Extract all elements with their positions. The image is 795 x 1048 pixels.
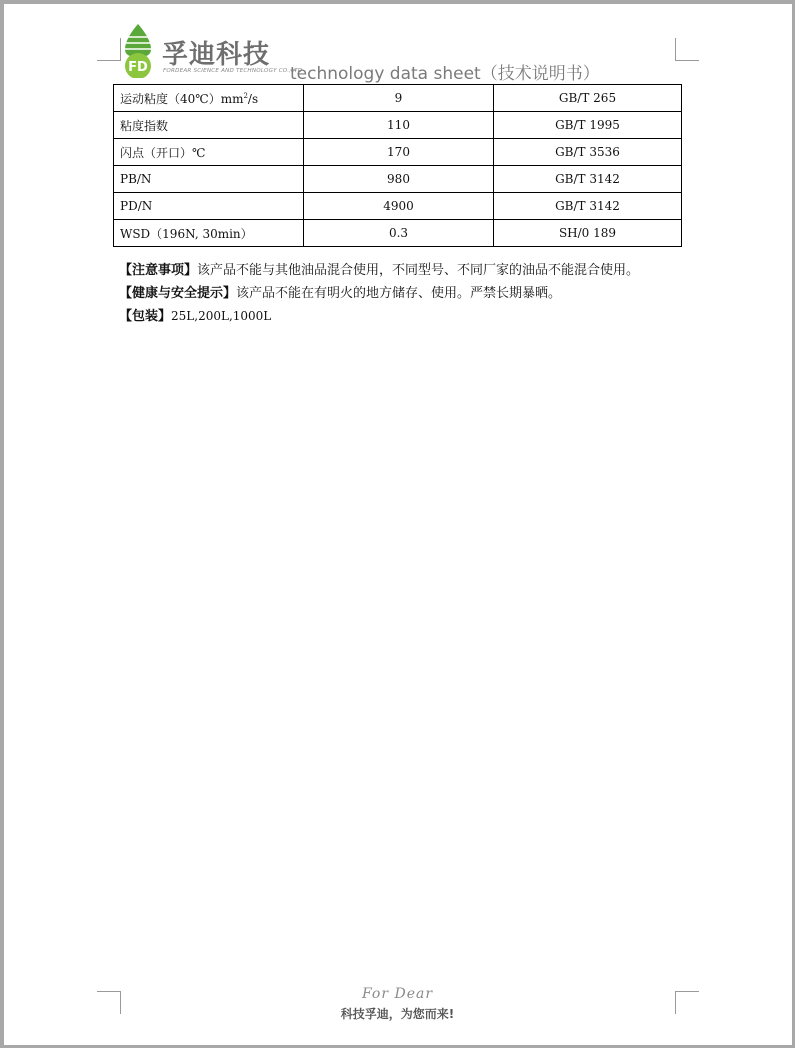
table-cell-item: 闪点（开口）℃ bbox=[114, 139, 304, 166]
caution-text: 该产品不能与其他油品混合使用，不同型号、不同厂家的油品不能混合使用。 bbox=[197, 263, 640, 278]
table-cell-item: PB/N bbox=[114, 166, 304, 193]
table-cell-value: 4900 bbox=[304, 193, 494, 220]
table-row bbox=[114, 85, 682, 112]
table-cell-method: GB/T 3536 bbox=[494, 139, 682, 166]
table-cell-method: GB/T 3142 bbox=[494, 166, 682, 193]
table-cell-value: 110 bbox=[304, 112, 494, 139]
safety-text: 该产品不能在有明火的地方储存、使用。严禁长期暴晒。 bbox=[236, 286, 562, 301]
table-cell-item: PD/N bbox=[114, 193, 304, 220]
table-cell-item: 粘度指数 bbox=[114, 112, 304, 139]
packaging-label: 【包装】 bbox=[119, 309, 172, 324]
table-cell-item: 运动粘度$(40℃)mm^2/s$ bbox=[114, 85, 304, 112]
logo-text: FD bbox=[128, 60, 148, 75]
footer-slogan: 科技孚迪，为您而来! bbox=[340, 1007, 455, 1021]
table-row bbox=[114, 220, 682, 247]
table-cell-value: 980 bbox=[304, 166, 494, 193]
table-cell-method: GB/T 1995 bbox=[494, 112, 682, 139]
packaging-note bbox=[119, 305, 639, 328]
footer-motto: For Dear bbox=[361, 986, 434, 1002]
spec-table bbox=[113, 84, 682, 247]
table-cell-value: 0.3 bbox=[304, 220, 494, 247]
table-row bbox=[114, 166, 682, 193]
caution-label: 【注意事项】 bbox=[119, 263, 198, 278]
table-row bbox=[114, 112, 682, 139]
table-cell-method: SH/0 189 bbox=[494, 220, 682, 247]
notes-section bbox=[119, 259, 639, 328]
table-cell-method: GB/T 265 bbox=[494, 85, 682, 112]
table-cell-method: GB/T 3142 bbox=[494, 193, 682, 220]
packaging-text: 25L,200L,1000L bbox=[171, 309, 272, 323]
brand-name-cn: 孚迪科技 bbox=[162, 40, 271, 70]
safety-label: 【健康与安全提示】 bbox=[119, 286, 237, 301]
document-type-title: technology data sheet（技术说明书） bbox=[290, 64, 600, 84]
table-row bbox=[114, 193, 682, 220]
table-cell-value: 170 bbox=[304, 139, 494, 166]
safety-note bbox=[119, 282, 639, 305]
table-row bbox=[114, 139, 682, 166]
caution-note bbox=[119, 259, 639, 282]
table-cell-value: 9 bbox=[304, 85, 494, 112]
table-cell-item: WSD（196N, 30min） bbox=[114, 220, 304, 247]
company-logo-icon bbox=[118, 22, 158, 78]
brand-name-en: FORDEAR SCIENCE AND TECHNOLOGY CO.,LTD bbox=[163, 68, 303, 74]
